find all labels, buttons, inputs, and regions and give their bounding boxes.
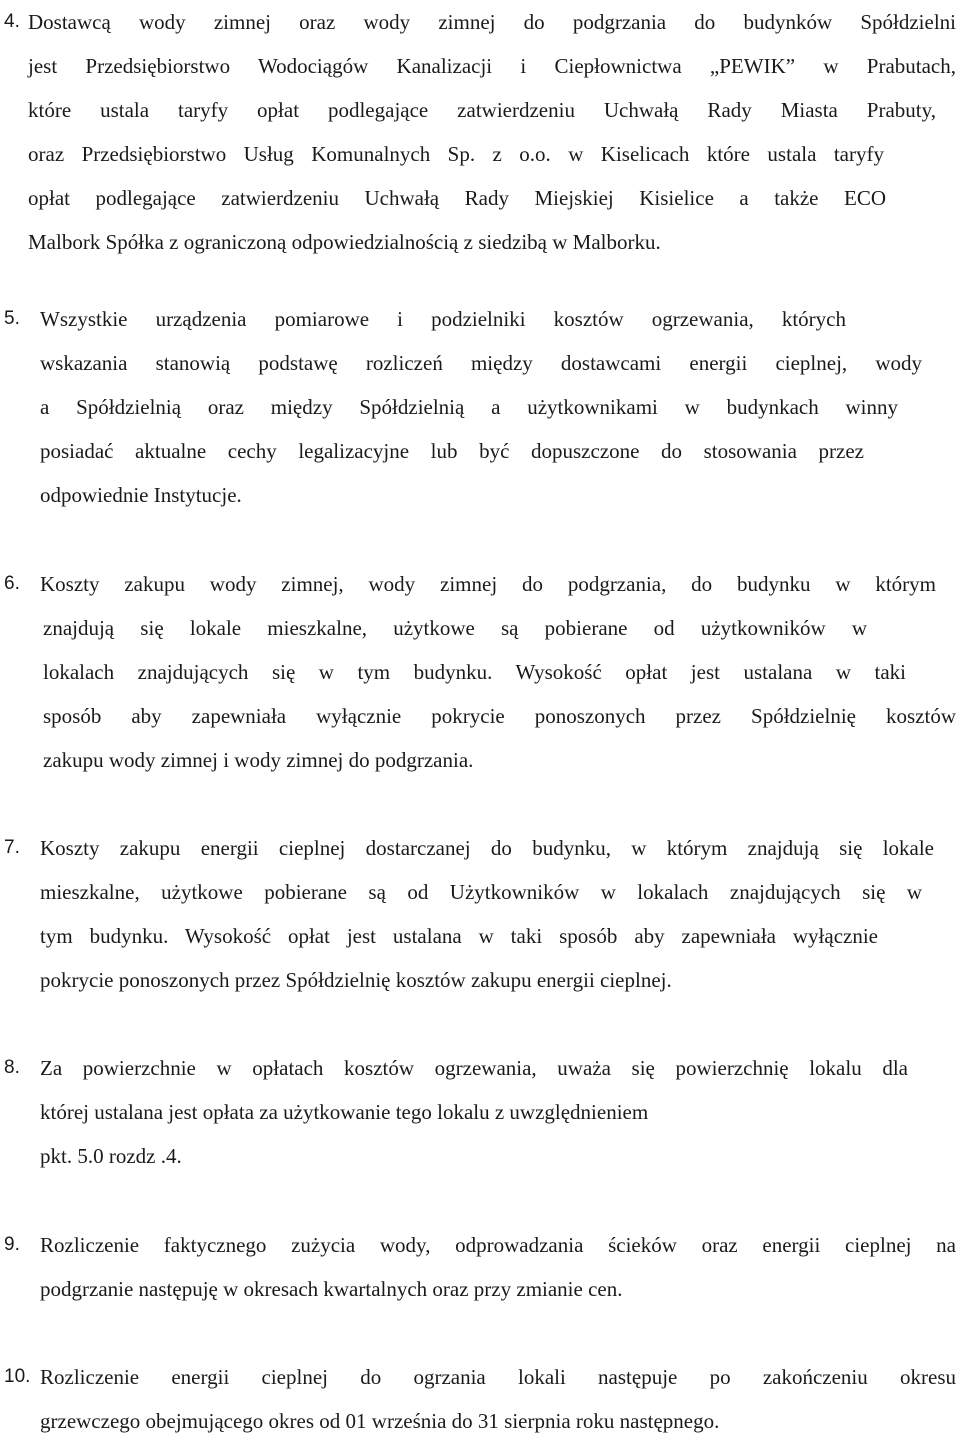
paragraph-line: Rozliczenie energii cieplnej do ogrzania lokali następuje po zakończeniu okresu: [40, 1365, 956, 1389]
paragraph-line: odpowiednie Instytucje.: [40, 483, 242, 507]
paragraph-line: grzewczego obejmującego okres od 01 września do 31 sierpnia roku następnego.: [40, 1409, 720, 1433]
paragraph-line: lokalach znajdujących się w tym budynku. Wysokość opłat jest ustalana w taki: [43, 660, 906, 684]
paragraph-line: oraz Przedsiębiorstwo Usług Komunalnych Sp. z o.o. w Kiselicach które ustala taryfy: [28, 142, 884, 166]
paragraph-line: Malbork Spółka z ograniczoną odpowiedzialnością z siedzibą w Malborku.: [28, 230, 661, 254]
paragraph-line: pokrycie ponoszonych przez Spółdzielnię kosztów zakupu energii cieplnej.: [40, 968, 672, 992]
paragraph-line: pkt. 5.0 rozdz .4.: [40, 1144, 182, 1168]
paragraph-line: Rozliczenie faktycznego zużycia wody, odprowadzania ścieków oraz energii cieplnej na: [40, 1233, 956, 1257]
paragraph-line: znajdują się lokale mieszkalne, użytkowe są pobierane od użytkowników w: [43, 616, 867, 640]
item-number: 7.: [4, 837, 20, 858]
paragraph-line: mieszkalne, użytkowe pobierane są od Użytkowników w lokalach znajdujących się w: [40, 880, 922, 904]
paragraph-line: której ustalana jest opłata za użytkowanie tego lokalu z uwzględnieniem: [40, 1100, 649, 1124]
paragraph-line: które ustala taryfy opłat podlegające zatwierdzeniu Uchwałą Rady Miasta Prabuty,: [28, 98, 936, 122]
paragraph-line: posiadać aktualne cechy legalizacyjne lub być dopuszczone do stosowania przez: [40, 439, 864, 463]
paragraph-line: jest Przedsiębiorstwo Wodociągów Kanalizacji i Ciepłownictwa „PEWIK” w Prabutach,: [28, 54, 956, 78]
paragraph-line: Za powierzchnie w opłatach kosztów ogrzewania, uważa się powierzchnię lokalu dla: [40, 1056, 908, 1080]
item-number: 8.: [4, 1057, 20, 1078]
item-number: 9.: [4, 1234, 20, 1255]
paragraph-line: zakupu wody zimnej i wody zimnej do podgrzania.: [43, 748, 474, 772]
item-number: 4.: [4, 11, 20, 32]
paragraph-line: sposób aby zapewniała wyłącznie pokrycie ponoszonych przez Spółdzielnię kosztów: [43, 704, 956, 728]
paragraph-line: Koszty zakupu energii cieplnej dostarczanej do budynku, w którym znajdują się lokale: [40, 836, 934, 860]
paragraph-line: opłat podlegające zatwierdzeniu Uchwałą Rady Miejskiej Kisielice a także ECO: [28, 186, 886, 210]
item-number: 6.: [4, 573, 20, 594]
paragraph-line: tym budynku. Wysokość opłat jest ustalana w taki sposób aby zapewniała wyłącznie: [40, 924, 878, 948]
paragraph-line: wskazania stanowią podstawę rozliczeń między dostawcami energii cieplnej, wody: [40, 351, 922, 375]
item-number: 5.: [4, 308, 20, 329]
paragraph-line: Dostawcą wody zimnej oraz wody zimnej do podgrzania do budynków Spółdzielni: [28, 10, 956, 34]
item-number: 10.: [4, 1366, 31, 1387]
paragraph-line: podgrzanie następuję w okresach kwartalnych oraz przy zmianie cen.: [40, 1277, 623, 1301]
paragraph-line: Wszystkie urządzenia pomiarowe i podzielniki kosztów ogrzewania, których: [40, 307, 846, 331]
paragraph-line: a Spółdzielnią oraz między Spółdzielnią a użytkownikami w budynkach winny: [40, 395, 898, 419]
paragraph-line: Koszty zakupu wody zimnej, wody zimnej do podgrzania, do budynku w którym: [40, 572, 936, 596]
